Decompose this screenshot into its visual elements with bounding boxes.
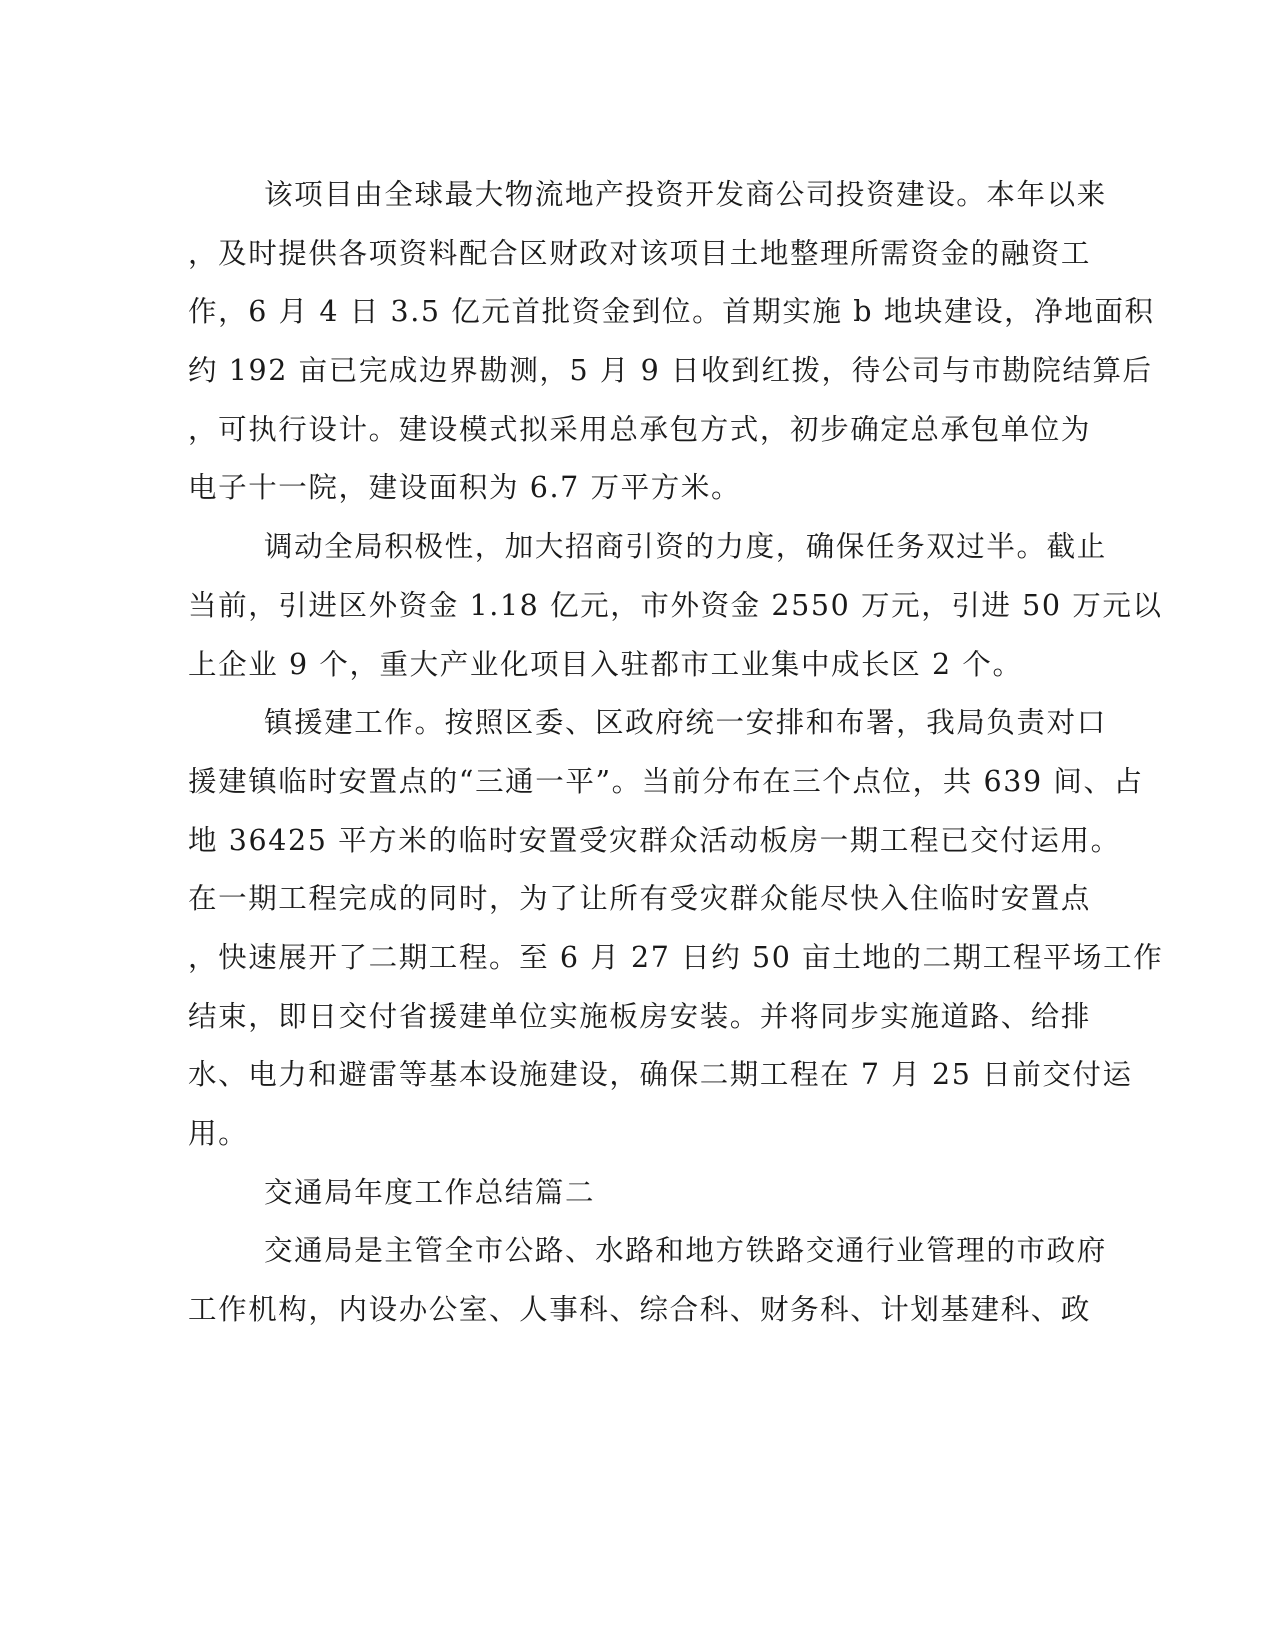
body-line: 援建镇临时安置点的“三通一平”。当前分布在三个点位，共 639 间、占 — [188, 764, 1144, 798]
body-line: 交通局是主管全市公路、水路和地方铁路交通行业管理的市政府 — [264, 1234, 1107, 1268]
body-line: 结束，即日交付省援建单位实施板房安装。并将同步实施道路、给排 — [188, 999, 1092, 1033]
body-line: 当前，引进区外资金 1.18 亿元，市外资金 2550 万元，引进 50 万元以 — [188, 588, 1163, 622]
body-line: ，快速展开了二期工程。至 6 月 27 日约 50 亩土地的二期工程平场工作 — [188, 940, 1164, 974]
body-line: 调动全局积极性，加大招商引资的力度，确保任务双过半。截止 — [264, 530, 1107, 564]
body-line: ，可执行设计。建设模式拟采用总承包方式，初步确定总承包单位为 — [188, 412, 1092, 446]
document-body — [188, 166, 1164, 1340]
body-line: 电子十一院，建设面积为 6.7 万平方米。 — [188, 471, 742, 505]
body-line: 作，6 月 4 日 3.5 亿元首批资金到位。首期实施 b 地块建设，净地面积 — [188, 295, 1155, 329]
body-line: 在一期工程完成的同时，为了让所有受灾群众能尽快入住临时安置点 — [188, 882, 1092, 916]
section-heading: 交通局年度工作总结篇二 — [264, 1175, 596, 1209]
body-line: 工作机构，内设办公室、人事科、综合科、财务科、计划基建科、政 — [188, 1293, 1092, 1327]
body-line: 地 36425 平方米的临时安置受灾群众活动板房一期工程已交付运用。 — [188, 823, 1121, 857]
body-line: 水、电力和避雷等基本设施建设，确保二期工程在 7 月 25 日前交付运 — [188, 1058, 1133, 1092]
body-line: 上企业 9 个，重大产业化项目入驻都市工业集中成长区 2 个。 — [188, 647, 1023, 681]
body-line: 约 192 亩已完成边界勘测，5 月 9 日收到红拨，待公司与市勘院结算后 — [188, 354, 1153, 388]
body-line: 镇援建工作。按照区委、区政府统一安排和布署，我局负责对口 — [264, 706, 1107, 740]
body-line: ，及时提供各项资料配合区财政对该项目土地整理所需资金的融资工 — [188, 236, 1092, 270]
body-line: 用。 — [188, 1117, 249, 1150]
body-line: 该项目由全球最大物流地产投资开发商公司投资建设。本年以来 — [264, 178, 1107, 211]
